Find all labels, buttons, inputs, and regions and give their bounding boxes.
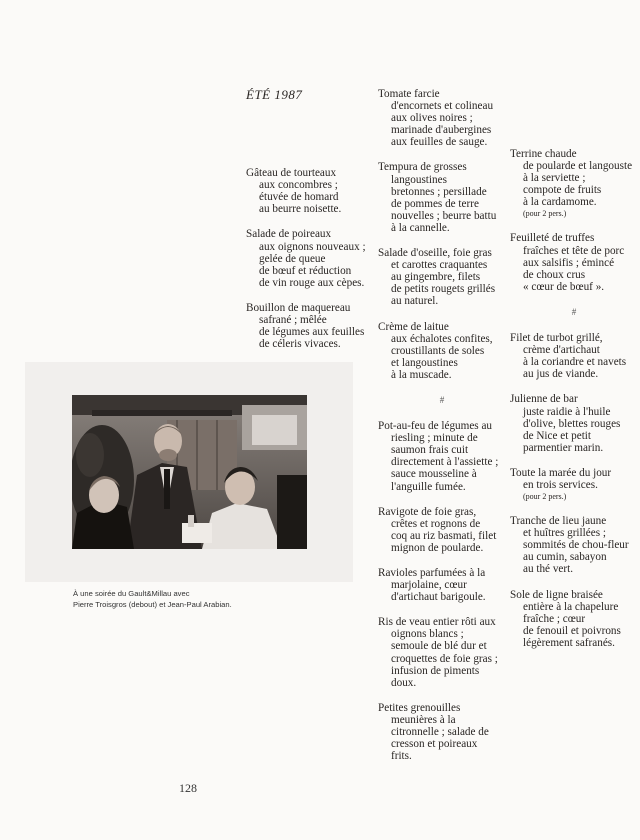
col2-dishes-bottom [378, 420, 506, 762]
menu-dish [510, 515, 638, 575]
menu-dish [378, 567, 506, 603]
dish-line: au cumin, sabayon [523, 551, 607, 564]
dish-line: et carottes craquantes [391, 259, 488, 272]
menu-dish [378, 161, 506, 234]
dish-line: au thé vert. [523, 563, 574, 576]
menu-dish [378, 321, 506, 381]
dish-line: Bouillon de maquereau [246, 301, 351, 314]
dish-line: de légumes aux feuilles [259, 326, 365, 339]
dish-line: au jus de viande. [523, 368, 599, 381]
dish-line: citronnelle ; salade de [391, 726, 489, 739]
dish-line: Feuilleté de truffes [510, 232, 595, 245]
dish-line: de Nice et petit [523, 429, 592, 442]
separator-star: # [571, 306, 577, 317]
dish-line: infusion de piments [391, 664, 480, 677]
menu-column-2 [378, 88, 506, 775]
dish-line: Sole de ligne braisée [510, 588, 603, 601]
dish-line: au naturel. [391, 295, 439, 308]
menu-column-1 [246, 88, 371, 363]
separator-star: # [439, 394, 445, 405]
menu-dish [378, 88, 506, 148]
dish-line: fraîche ; cœur [523, 612, 586, 625]
menu-dish [510, 393, 638, 453]
dish-line: à la cardamome. [523, 196, 597, 209]
black-and-white-photo [72, 395, 307, 549]
season-title: ÉTÉ 1987 [246, 87, 303, 102]
menu-dish [510, 148, 638, 219]
dish-line: langoustines [391, 173, 447, 186]
col1-dishes [246, 167, 371, 350]
menu-dish [378, 247, 506, 307]
dish-line: oignons blancs ; [391, 628, 464, 641]
dish-line: au beurre noisette. [259, 203, 342, 216]
dish-line: crème d'artichaut [523, 344, 600, 357]
caption-line-2: Pierre Troisgros (debout) et Jean-Paul Arabian. [73, 600, 232, 609]
dish-line: d'olive, blettes rouges [523, 417, 621, 430]
dish-line: aux olives noires ; [391, 112, 473, 125]
dish-line: légèrement safranés. [523, 636, 615, 649]
dish-line: et langoustines [391, 356, 458, 369]
dish-line: meunières à la [391, 713, 456, 726]
dish-line: aux concombres ; [259, 179, 338, 192]
dish-line: gelée de queue [259, 252, 326, 265]
dish-line: Terrine chaude [510, 148, 577, 160]
dish-line: Salade de poireaux [246, 228, 332, 241]
dish-line: riesling ; minute de [391, 432, 478, 445]
dish-line: mignon de poularde. [391, 541, 484, 554]
dish-line: Gâteau de tourteaux [246, 167, 337, 180]
dish-line: en trois services. [523, 478, 598, 491]
dish-line: marjolaine, cœur [391, 579, 467, 592]
page-number: 128 [179, 781, 197, 795]
dish-line: aux échalotes confites, [391, 332, 493, 345]
dish-line: étuvée de homard [259, 191, 339, 204]
dish-line: au gingembre, filets [391, 271, 481, 284]
dish-line: directement à l'assiette ; [391, 456, 499, 469]
dish-line: de petits rougets grillés [391, 283, 496, 296]
dish-line: sommités de chou-fleur [523, 539, 629, 552]
dish-line: sauce mousseline à [391, 468, 477, 481]
dish-line: « cœur de bœuf ». [523, 280, 605, 293]
dish-line: d'artichaut barigoule. [391, 591, 486, 604]
col3-dishes-top [510, 148, 638, 293]
dish-line: de fenouil et poivrons [523, 624, 621, 637]
dish-line: cresson et poireaux [391, 738, 478, 751]
menu-dish [378, 420, 506, 493]
dish-line: safrané ; mêlée [259, 314, 327, 327]
dish-line: à la coriandre et navets [523, 356, 627, 369]
dish-line: Petites grenouilles [378, 701, 461, 714]
menu-dish [246, 302, 371, 350]
dish-line: Pot-au-feu de légumes au [378, 420, 493, 433]
dish-line: Ravioles parfumées à la [378, 567, 486, 579]
dish-line: Tranche de lieu jaune [510, 515, 607, 528]
dish-line: croustillants de soles [391, 344, 485, 357]
dish-line: de bœuf et réduction [259, 264, 352, 277]
dish-serving-note: (pour 2 pers.) [523, 492, 567, 502]
dish-line: croquettes de foie gras ; [391, 652, 498, 665]
dish-serving-note: (pour 2 pers.) [523, 209, 567, 219]
dish-line: à la muscade. [391, 368, 452, 381]
dish-line: fraîches et tête de porc [523, 244, 625, 257]
dish-line: nouvelles ; beurre battu [391, 209, 497, 222]
dish-line: de poularde et langouste [523, 160, 633, 173]
dish-line: Ravigote de foie gras, [378, 505, 477, 518]
dish-line: Julienne de bar [510, 393, 578, 406]
menu-dish [378, 702, 506, 762]
dish-line: de choux crus [523, 268, 586, 281]
dish-line: Filet de turbot grillé, [510, 332, 603, 345]
col2-dishes-top [378, 88, 506, 381]
dish-line: de pommes de terre [391, 197, 479, 210]
menu-column-3 [510, 148, 638, 662]
dish-line: Ris de veau entier rôti aux [378, 616, 496, 629]
dish-line: aux feuilles de sauge. [391, 136, 488, 149]
dish-line: saumon frais cuit [391, 444, 469, 457]
dish-line: et huîtres grillées ; [523, 527, 606, 540]
dish-line: marinade d'aubergines [391, 124, 492, 137]
dish-line: Tomate farcie [378, 88, 440, 100]
dish-line: entière à la chapelure [523, 600, 619, 613]
col3-dishes-bottom [510, 332, 638, 649]
menu-dish [510, 232, 638, 292]
dish-line: crêtes et rognons de [391, 517, 481, 530]
dish-line: aux salsifis ; émincé [523, 256, 615, 269]
dish-line: l'anguille fumée. [391, 480, 466, 493]
menu-dish [510, 332, 638, 380]
dish-line: de céleris vivaces. [259, 338, 341, 351]
dish-line: semoule de blé dur et [391, 640, 487, 653]
dish-line: bretonnes ; persillade [391, 185, 487, 198]
dish-line: Salade d'oseille, foie gras [378, 247, 492, 260]
dish-line: Crème de laitue [378, 320, 449, 333]
dish-line: doux. [391, 676, 417, 689]
dish-line: d'encornets et colineau [391, 100, 494, 113]
dish-line: Tempura de grosses [378, 161, 467, 174]
dish-line: Toute la marée du jour [510, 466, 612, 479]
dish-line: frits. [391, 750, 412, 763]
menu-dish [378, 616, 506, 689]
caption-line-1: À une soirée du Gault&Millau avec [73, 589, 190, 598]
dish-line: aux oignons nouveaux ; [259, 240, 366, 253]
dish-line: juste raidie à l'huile [523, 405, 611, 418]
dish-line: coq au riz basmati, filet [391, 529, 497, 542]
menu-dish [510, 467, 638, 502]
menu-dish [246, 228, 371, 288]
dish-line: à la serviette ; [523, 172, 586, 185]
dish-line: de vin rouge aux cèpes. [259, 276, 365, 289]
dish-line: parmentier marin. [523, 441, 604, 454]
dish-line: compote de fruits [523, 184, 602, 197]
menu-dish [510, 589, 638, 649]
photo-illustration [72, 395, 307, 549]
dish-line: à la cannelle. [391, 221, 450, 234]
menu-dish [246, 167, 371, 215]
menu-dish [378, 506, 506, 554]
photo-caption [73, 588, 232, 610]
